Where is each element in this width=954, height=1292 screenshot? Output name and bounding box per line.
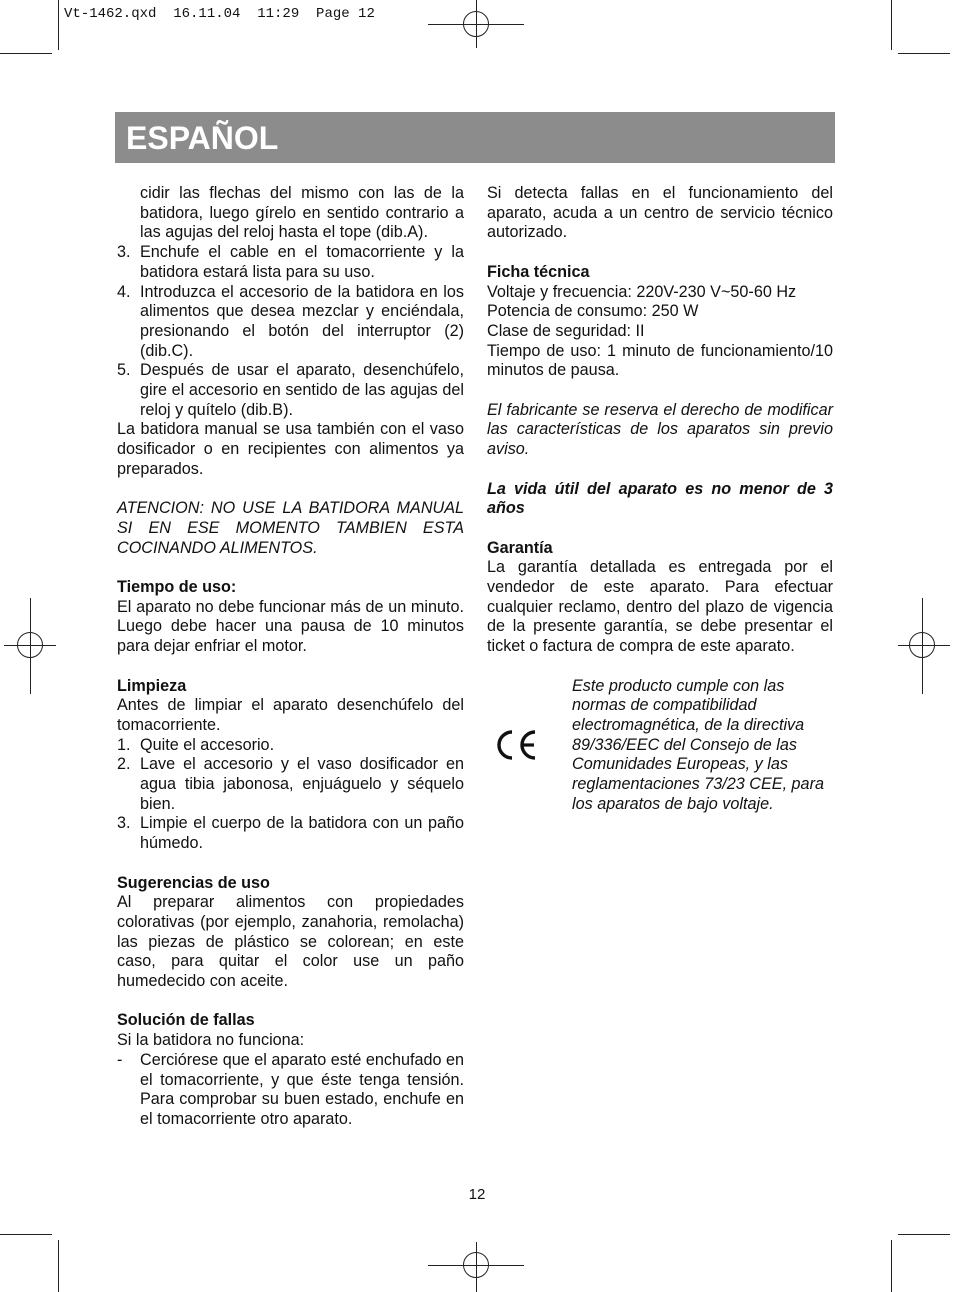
list-item	[117, 283, 464, 362]
paragraph-garantia: La garantía detallada es entregada por el vendedor de este aparato. Para efectuar cualquier reclamo, dentro del plazo de vigencia de la presente garantía, se debe presentar el ticket o factura de compra de este aparato.	[487, 558, 833, 656]
paragraph-fallas: Si detecta fallas en el funcionamiento del aparato, acuda a un centro de servicio técnico autorizado.	[487, 184, 833, 242]
section-heading-sugerencias: Sugerencias de uso	[117, 873, 270, 892]
list-text: Lave el accesorio y el vaso dosificador en agua tibia jabonosa, enjuáguelo y séquelo bien.	[140, 755, 464, 813]
list-text: Quite el accesorio.	[140, 735, 275, 754]
list-item	[117, 1051, 464, 1130]
spec-line: Tiempo de uso: 1 minuto de funcionamiento/10 minutos de pausa.	[487, 341, 833, 380]
list-number: 1.	[117, 735, 131, 754]
crop-mark	[898, 53, 950, 54]
spec-line: Voltaje y frecuencia: 220V-230 V~50-60 Hz	[487, 282, 797, 301]
print-header: Vt-1462.qxd 16.11.04 11:29 Page 12	[64, 6, 375, 22]
paragraph-solucion: Si la batidora no funciona:	[117, 1031, 305, 1050]
section-heading-ficha: Ficha técnica	[487, 262, 590, 281]
intro-continuation: cidir las flechas del mismo con las de la batidora, luego gírelo en sentido contrario a las agujas del reloj hasta el tope (dib.A).	[140, 184, 464, 242]
paragraph-limpieza: Antes de limpiar el aparato desenchúfelo del tomacorriente.	[117, 696, 464, 734]
list-item	[117, 814, 464, 853]
list-item	[117, 736, 464, 756]
vida-util-note: La vida útil del aparato es no menor de 3 años	[487, 479, 833, 518]
section-heading-limpieza: Limpieza	[117, 676, 187, 695]
paragraph-sugerencias: Al preparar alimentos con propiedades colorativas (por ejemplo, zanahoria, remolacha) las piezas de plástico se colorean; en este caso, para quitar el color use un paño humedecido con aceite.	[117, 893, 464, 991]
crop-mark	[0, 53, 52, 54]
spec-line: Clase de seguridad: II	[487, 321, 645, 340]
warning-text: ATENCION: NO USE LA BATIDORA MANUAL SI EN ESE MOMENTO TAMBIEN ESTA COCINANDO ALIMENTOS.	[117, 499, 464, 557]
registration-mark-circle	[463, 11, 489, 37]
list-number: 3.	[117, 243, 131, 262]
section-heading-tiempo: Tiempo de uso:	[117, 578, 237, 597]
crop-mark	[58, 1240, 59, 1292]
list-text: Cerciórese que el aparato esté enchufado en el tomacorriente, y que éste tenga tensión. Para comprobar su buen estado, enchufe en el tomacorriente otro aparato.	[140, 1050, 464, 1128]
right-column	[487, 184, 833, 814]
list-item	[117, 243, 464, 282]
list-bullet: -	[117, 1050, 123, 1069]
language-banner	[115, 112, 835, 163]
spec-line: Potencia de consumo: 250 W	[487, 302, 699, 321]
section-heading-garantia: Garantía	[487, 538, 553, 557]
list-item	[117, 361, 464, 420]
ce-compliance-block	[487, 677, 833, 815]
list-number: 2.	[117, 755, 131, 774]
registration-mark-circle	[909, 632, 935, 658]
page-number: 12	[468, 1186, 486, 1203]
list-number: 4.	[117, 282, 131, 301]
list-text: Limpie el cuerpo de la batidora con un paño húmedo.	[140, 814, 464, 853]
crop-mark	[891, 0, 892, 50]
paragraph-fabricante: El fabricante se reserva el derecho de modificar las características de los aparatos sin previo aviso.	[487, 400, 833, 459]
ce-compliance-text: Este producto cumple con las normas de compatibilidad electromagnética, de la directiva 89/336/EEC del Consejo de las Comunidades Europeas, y las reglamentaciones 73/23 CEE, para los aparatos de bajo voltaje.	[572, 676, 824, 813]
left-column	[117, 184, 464, 1130]
paragraph-vaso: La batidora manual se usa también con el vaso dosificador o en recipientes con alimentos ya preparados.	[117, 420, 464, 478]
list-number: 5.	[117, 361, 131, 380]
list-text: Introduzca el accesorio de la batidora en los alimentos que desea mezclar y enciéndala, presionando el botón del interruptor (2) (dib.C).	[140, 282, 464, 360]
registration-mark-circle	[17, 632, 43, 658]
crop-mark	[58, 0, 59, 50]
crop-mark	[891, 1240, 892, 1292]
list-text: Después de usar el aparato, desenchúfelo, gire el accesorio en sentido de las agujas del reloj y quítelo (dib.B).	[140, 361, 464, 419]
ce-mark-icon	[487, 677, 572, 815]
list-number: 3.	[117, 814, 131, 833]
crop-mark	[0, 1234, 52, 1235]
banner-title: ESPAÑOL	[126, 120, 279, 156]
crop-mark	[898, 1234, 950, 1235]
section-heading-solucion: Solución de fallas	[117, 1011, 255, 1030]
registration-mark-circle	[463, 1252, 489, 1278]
list-item	[117, 755, 464, 814]
paragraph-tiempo: El aparato no debe funcionar más de un minuto. Luego debe hacer una pausa de 10 minutos para dejar enfriar el motor.	[117, 597, 464, 656]
list-text: Enchufe el cable en el tomacorriente y la batidora estará lista para su uso.	[140, 243, 464, 281]
